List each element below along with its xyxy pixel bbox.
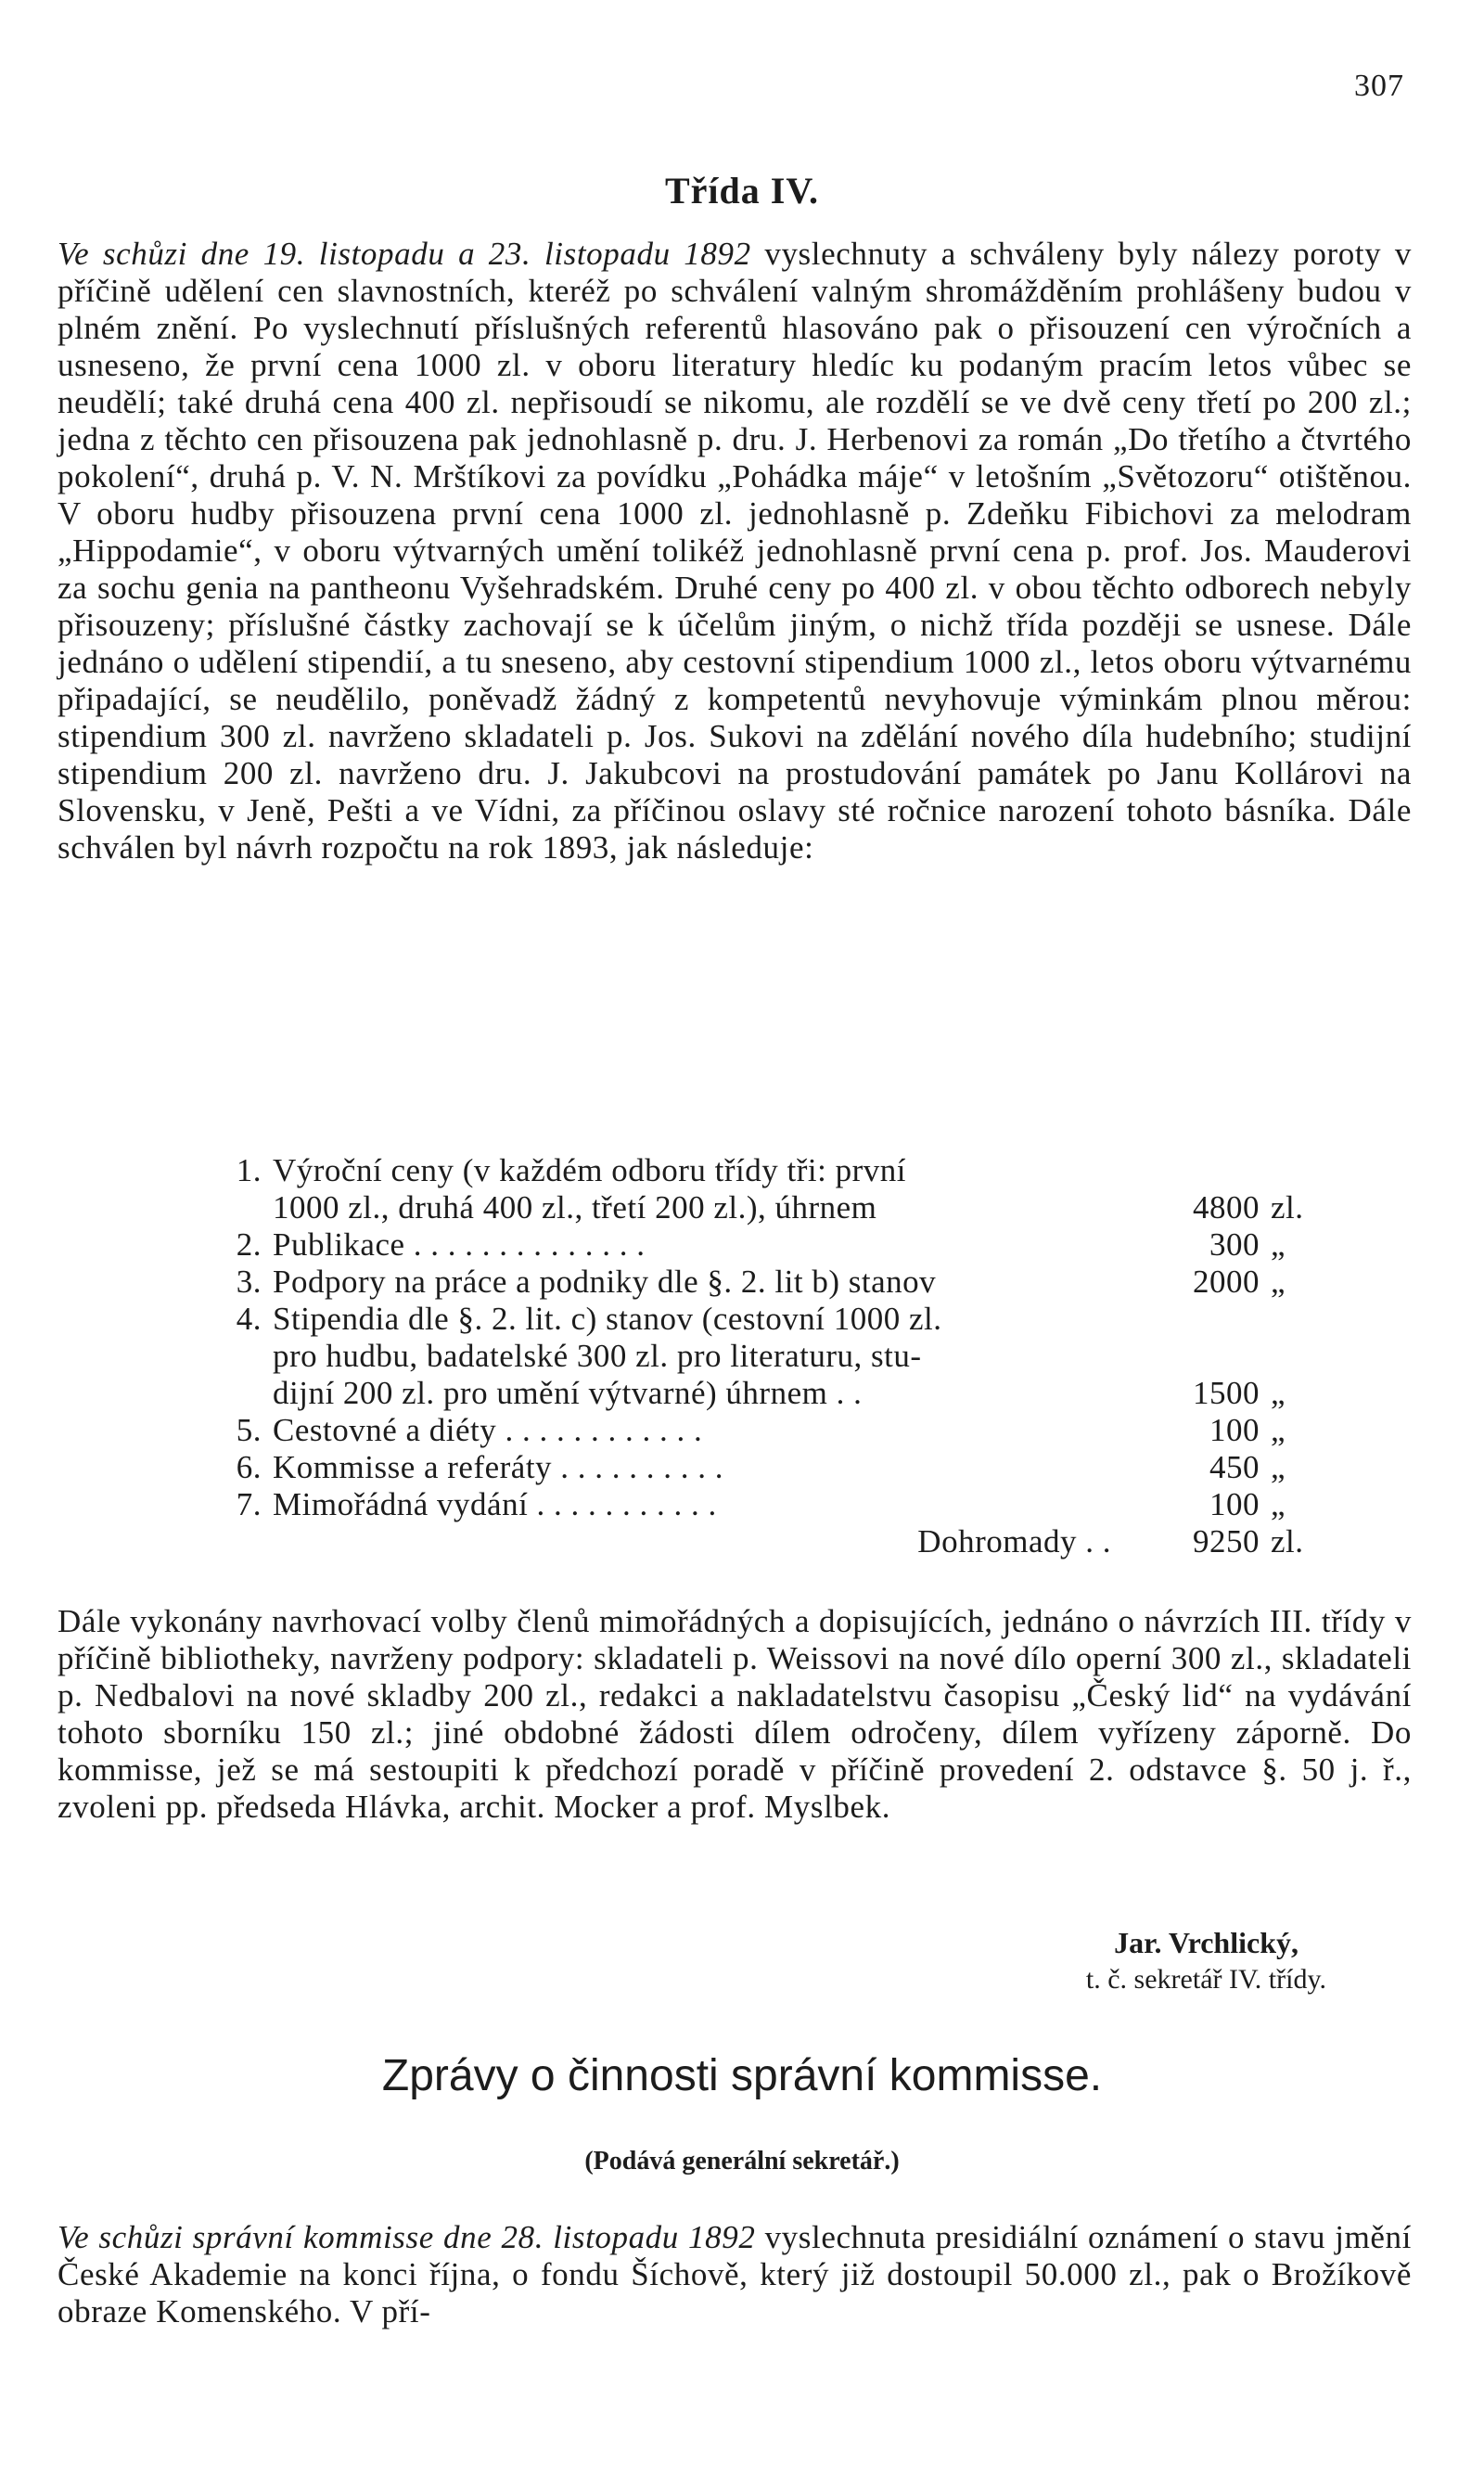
page-number: 307 bbox=[1354, 69, 1404, 103]
budget-row-amount: 100 bbox=[1209, 1412, 1260, 1448]
budget-row-text: Kommisse a referáty . . . . . . . . . . bbox=[273, 1449, 724, 1485]
budget-row bbox=[186, 1486, 1336, 1523]
budget-total-unit: zl. bbox=[1271, 1523, 1304, 1559]
budget-row-text: 1000 zl., druhá 400 zl., třetí 200 zl.), úhrnem bbox=[273, 1189, 877, 1226]
budget-row bbox=[186, 1152, 1336, 1189]
budget-row-text: Výroční ceny (v každém odboru třídy tři: první bbox=[273, 1152, 906, 1188]
budget-row-number: 2. bbox=[236, 1226, 262, 1263]
paragraph-elections: Dále vykonány navrhovací volby členů mimořádných a dopisujících, jednáno o návrzích III. třídy v příčině bibliotheky, navrženy podpory: skladateli p. Weissovi na nové dílo operní 300 zl., skladateli p. Nedbalovi na nové skladby 200 zl., redakci a nakladatelstvu časopisu „Český lid“ na vydávání tohoto sborníku 150 zl.; jiné obdobné žádosti dílem odročeny, dílem vyřízeny záporně. Do kommisse, jež se má sestoupiti k předchozí poradě v příčině provedení 2. odstavce §. 50 j. ř., zvoleni pp. předseda Hlávka, archit. Mocker a prof. Myslbek. bbox=[58, 1603, 1412, 1825]
report-title: Zprávy o činnosti správní kommisse. bbox=[381, 2051, 1103, 2100]
paragraph-body: vyslechnuty a schváleny byly nálezy poroty v příčině udělení cen slavnostních, kteréž po schválení valným shromážděním prohlášeny budou v plném znění. Po vyslechnutí příslušných referentů hlasováno pak o přisouzení cen výročních a usneseno, že první cena 1000 zl. v oboru literatury hledíc ku podaným pracím letos vůbec se neudělí; také druhá cena 400 zl. nepřisoudí se nikomu, ale rozdělí se ve dvě ceny třetí po 200 zl.; jedna z těchto cen přisouzena pak jednohlasně p. dru. J. Herbenovi za román „Do třetího a čtvrtého pokolení“, druhá p. V. N. Mrštíkovi za povídku „Pohádka máje“ v letošním „Světozoru“ otištěnou. V oboru hudby přisouzena první cena 1000 zl. jednohlasně p. Zdeňku Fibichovi za melodram „Hippodamie“, v oboru výtvarných umění tolikéž jednohlasně první cena p. prof. Jos. Mauderovi za sochu genia na pantheonu Vyšehradském. Druhé ceny po 400 zl. v obou těchto odborech nebyly přisouzeny; příslušné částky zachovají se k účelům jiným, o nichž třída později se usnese. Dále jednáno o udělení stipendií, a tu sneseno, aby cestovní stipendium 1000 zl., letos oboru výtvarnému připadající, se neudělilo, poněvadž žádný z kompetentů nevyhovuje výminkám plnou měrou: stipendium 300 zl. navrženo skladateli p. Jos. Sukovi na zdělání nového díla hudebního; studijní stipendium 200 zl. navrženo dru. J. Jakubcovi na prostudování památek po Janu Kollárovi na Slovensku, v Jeně, Pešti a ve Vídni, za příčinou oslavy sté ročnice narození tohoto básníka. Dále schválen byl návrh rozpočtu na rok 1893, jak následuje: bbox=[58, 236, 1412, 866]
budget-row bbox=[186, 1449, 1336, 1486]
budget-row bbox=[186, 1338, 1336, 1375]
budget-total-amount: 9250 bbox=[1193, 1523, 1260, 1559]
signature-name: Jar. Vrchlický, bbox=[1114, 1926, 1298, 1959]
paragraph-class-iv-meeting bbox=[58, 236, 1412, 866]
budget-row-text: pro hudbu, badatelské 300 zl. pro literaturu, stu- bbox=[273, 1338, 922, 1374]
budget-row-unit: „ bbox=[1271, 1486, 1286, 1522]
budget-row-unit: „ bbox=[1271, 1226, 1286, 1263]
budget-row bbox=[186, 1189, 1336, 1226]
budget-row-text: Publikace . . . . . . . . . . . . . . bbox=[273, 1226, 646, 1263]
paragraph-body: vyslechnuta presidiální oznámení o stavu jmění České Akademie na konci října, o fondu Šíchově, který již dostoupil 50.000 zl., pak o Brožíkově obraze Komenského. V pří- bbox=[58, 2219, 1412, 2329]
budget-row-unit: „ bbox=[1271, 1449, 1286, 1485]
budget-row bbox=[186, 1375, 1336, 1412]
budget-row-amount: 300 bbox=[1209, 1226, 1260, 1263]
section-title: Třída IV. bbox=[664, 170, 820, 212]
budget-row-amount: 450 bbox=[1209, 1449, 1260, 1485]
budget-row-unit: „ bbox=[1271, 1375, 1286, 1411]
budget-row-unit: „ bbox=[1271, 1264, 1286, 1300]
budget-row bbox=[186, 1264, 1336, 1301]
budget-table bbox=[186, 1152, 1336, 1560]
budget-row-text: Stipendia dle §. 2. lit. c) stanov (cestovní 1000 zl. bbox=[273, 1301, 942, 1337]
budget-row-number: 1. bbox=[236, 1152, 262, 1188]
budget-row-amount: 4800 bbox=[1193, 1189, 1260, 1226]
budget-row bbox=[186, 1226, 1336, 1264]
budget-total-label: Dohromady . . bbox=[917, 1523, 1111, 1559]
budget-row-text: dijní 200 zl. pro umění výtvarné) úhrnem . . bbox=[273, 1375, 863, 1411]
budget-row-number: 3. bbox=[236, 1264, 262, 1300]
signature-role: t. č. sekretář IV. třídy. bbox=[1085, 1964, 1326, 1995]
budget-row-number: 4. bbox=[236, 1301, 262, 1337]
budget-row-amount: 2000 bbox=[1193, 1264, 1260, 1300]
budget-row bbox=[186, 1412, 1336, 1449]
budget-row-number: 7. bbox=[236, 1486, 262, 1522]
paragraph-lead: Ve schůzi dne 19. listopadu a 23. listopadu 1892 bbox=[58, 236, 751, 272]
paragraph-lead: Ve schůzi správní kommisse dne 28. listopadu 1892 bbox=[58, 2219, 756, 2255]
budget-row-number: 5. bbox=[236, 1412, 262, 1448]
report-subtitle: (Podává generální sekretář.) bbox=[584, 2147, 900, 2175]
budget-row-text: Cestovné a diéty . . . . . . . . . . . . bbox=[273, 1412, 703, 1448]
budget-row-unit: zl. bbox=[1271, 1189, 1304, 1226]
budget-total-row bbox=[186, 1523, 1336, 1560]
budget-row-amount: 1500 bbox=[1193, 1375, 1260, 1411]
budget-row-text: Mimořádná vydání . . . . . . . . . . . bbox=[273, 1486, 717, 1522]
budget-row-number: 6. bbox=[236, 1449, 262, 1485]
paragraph-commission-meeting bbox=[58, 2219, 1412, 2330]
budget-row-text: Podpory na práce a podniky dle §. 2. lit b) stanov bbox=[273, 1264, 937, 1300]
budget-row-amount: 100 bbox=[1209, 1486, 1260, 1522]
signature-block bbox=[1086, 1924, 1326, 1998]
budget-row bbox=[186, 1301, 1336, 1338]
budget-row-unit: „ bbox=[1271, 1412, 1286, 1448]
